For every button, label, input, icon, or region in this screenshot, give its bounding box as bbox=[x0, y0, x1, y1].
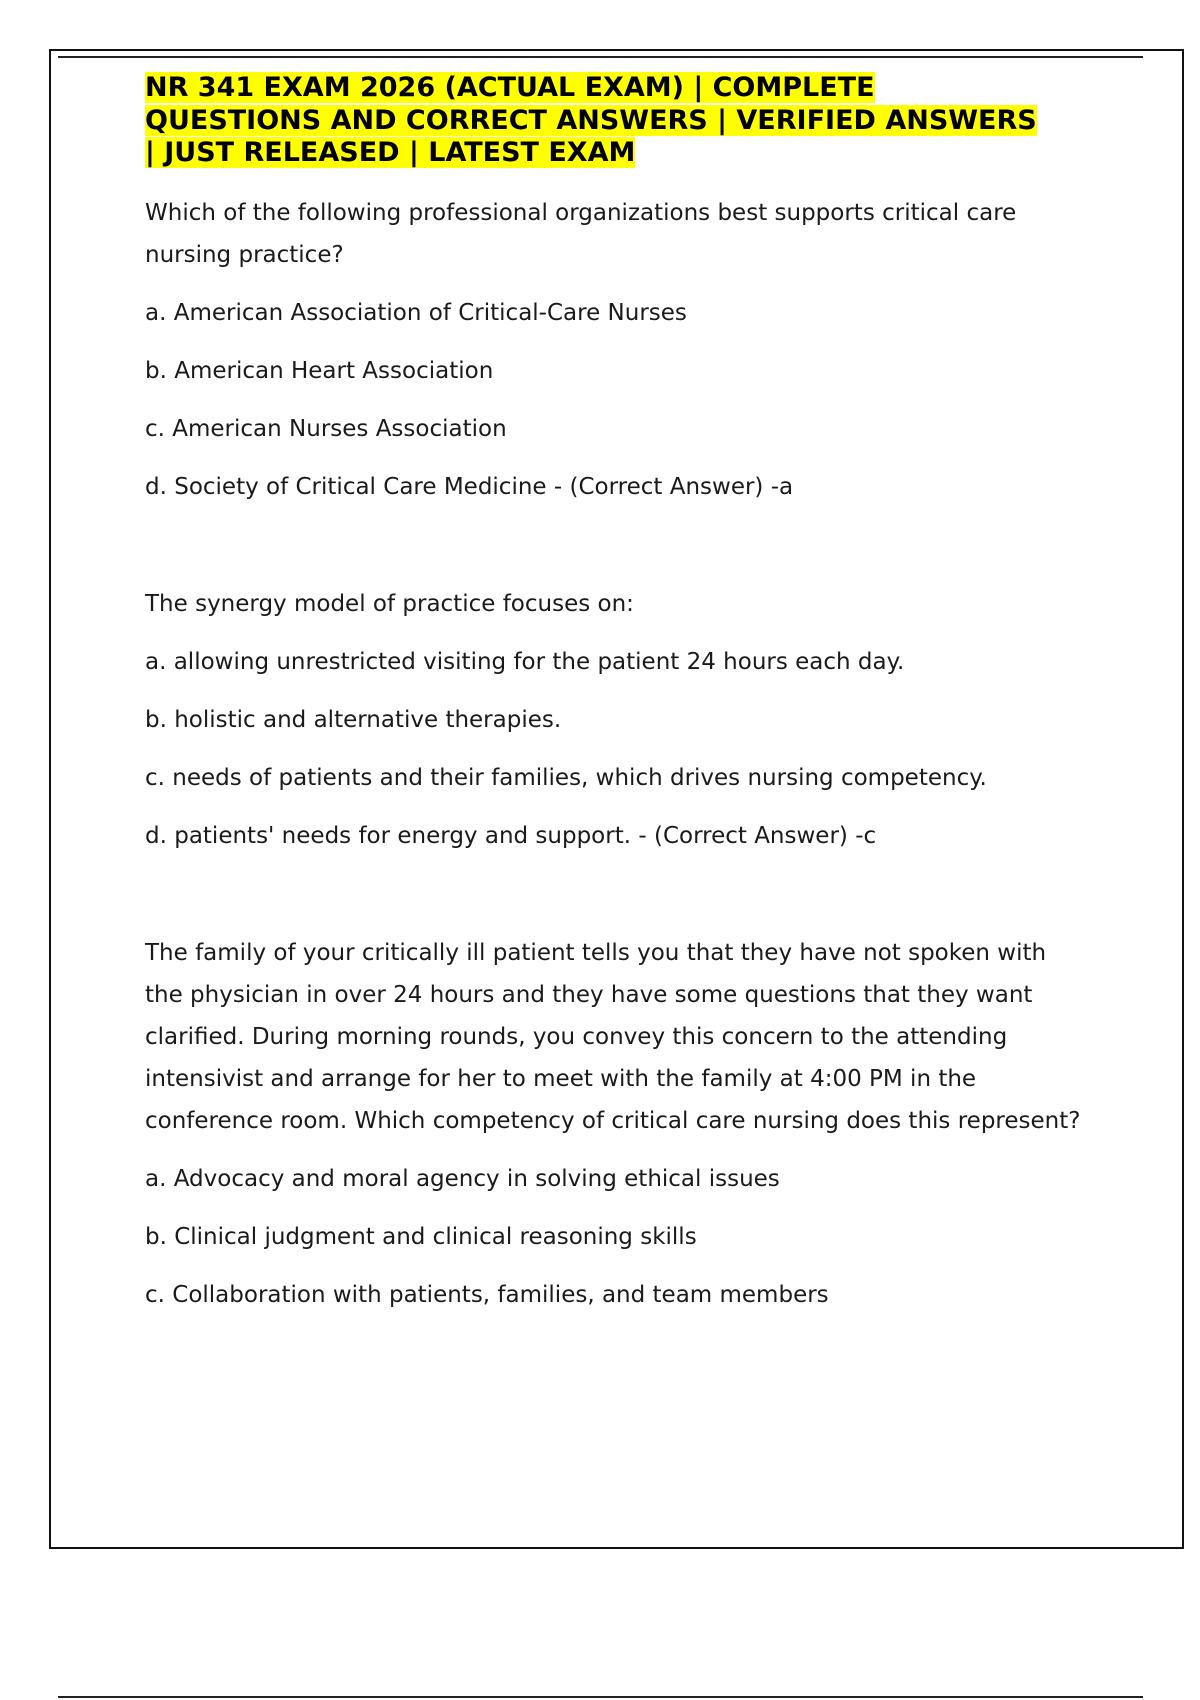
question-stem: Which of the following professional organizations best supports critical care nursing practice? bbox=[145, 199, 1017, 268]
answer-option: b. holistic and alternative therapies. bbox=[145, 706, 562, 733]
title-line: | JUST RELEASED | LATEST EXAM bbox=[145, 137, 636, 168]
answer-option: b. Clinical judgment and clinical reasoning skills bbox=[145, 1223, 697, 1250]
document-title bbox=[145, 72, 1085, 170]
question-block bbox=[145, 192, 1085, 508]
bottom-rule bbox=[58, 1696, 1143, 1698]
answer-option: c. Collaboration with patients, families, and team members bbox=[145, 1281, 829, 1308]
answer-option: b. American Heart Association bbox=[145, 357, 494, 384]
top-rule bbox=[58, 56, 1143, 58]
answer-option: c. needs of patients and their families, which drives nursing competency. bbox=[145, 764, 987, 791]
answer-option: c. American Nurses Association bbox=[145, 415, 507, 442]
document-body bbox=[145, 72, 1085, 1316]
answer-option: d. Society of Critical Care Medicine - (Correct Answer) -a bbox=[145, 473, 794, 500]
question-block bbox=[145, 583, 1085, 857]
answer-option: a. allowing unrestricted visiting for the patient 24 hours each day. bbox=[145, 648, 905, 675]
title-line: NR 341 EXAM 2026 (ACTUAL EXAM) | COMPLETE bbox=[145, 72, 875, 103]
question-stem: The synergy model of practice focuses on: bbox=[145, 590, 634, 617]
answer-option: d. patients' needs for energy and support. - (Correct Answer) -c bbox=[145, 822, 877, 849]
answer-option: a. American Association of Critical-Care Nurses bbox=[145, 299, 687, 326]
answer-option: a. Advocacy and moral agency in solving ethical issues bbox=[145, 1165, 780, 1192]
question-block bbox=[145, 932, 1085, 1316]
question-stem: The family of your critically ill patient tells you that they have not spoken with the physician in over 24 hours and they have some questions that they want clarified. During morning rounds, you convey this concern to the attending intensivist and arrange for her to meet with the family at 4:00 PM in the conference room. Which competency of critical care nursing does this represent? bbox=[145, 939, 1081, 1134]
title-line: QUESTIONS AND CORRECT ANSWERS | VERIFIED ANSWERS bbox=[145, 104, 1037, 136]
